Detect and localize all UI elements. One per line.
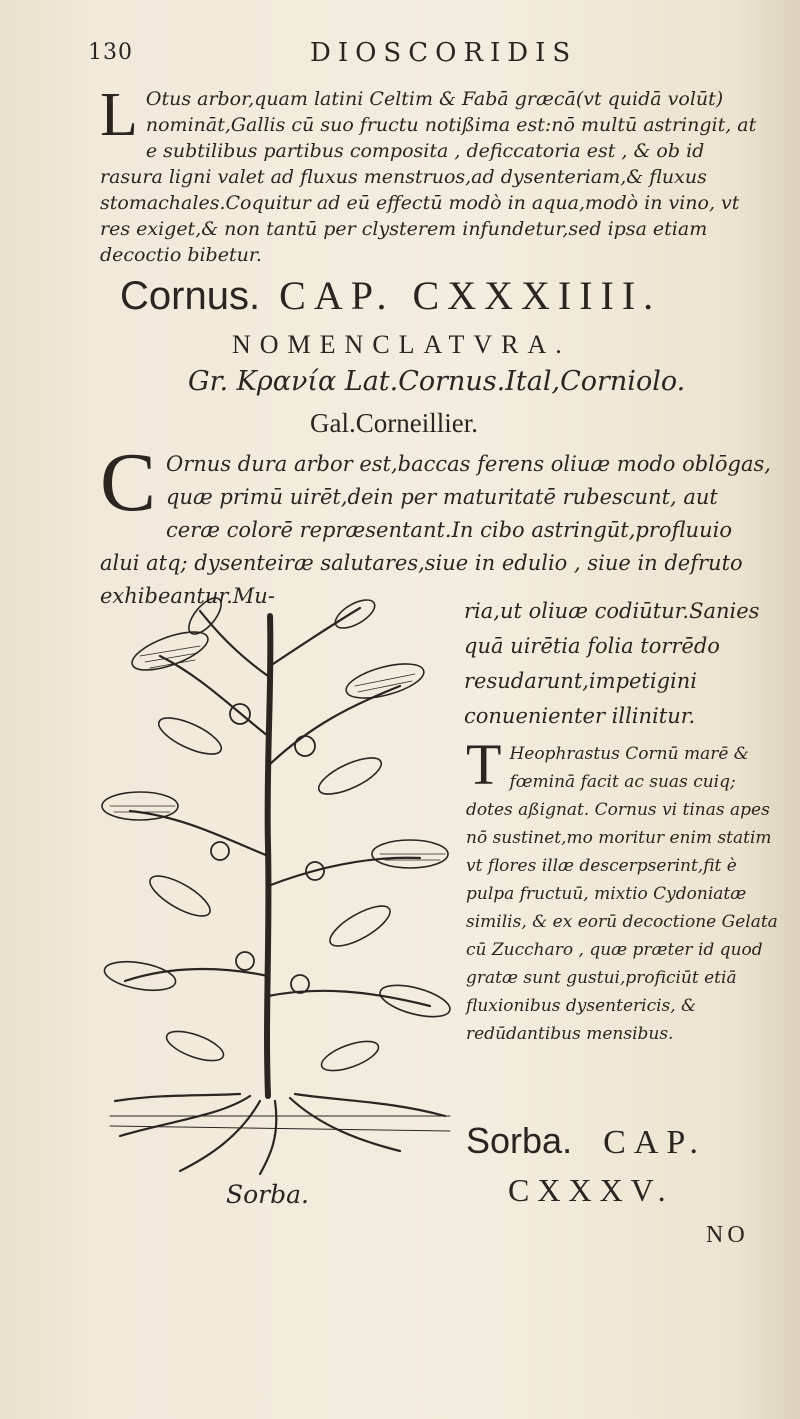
illustration-caption: Sorba. — [226, 1180, 309, 1209]
lotus-paragraph — [100, 81, 772, 268]
page-number: 130 — [88, 40, 133, 65]
nomenclature-gallic: Gal.Corneillier. — [310, 408, 478, 438]
paragraph-text: Heophrastus Cornū marē & fœminā facit ac suas cuiq; dotes aßignat. Cornus vi tinas apes nō sustinet,mo moritur enim statim vt flores illæ descerpserint,fit è pulpa fructuū, mixtio Cydoniatæ similis, & ex eorū decoctione Gelata cū Zuccharo , quæ præter id quod gratæ sunt gustui,proficiūt etiā fluxionibus dysentericis, & redūdantibus mensibus. — [466, 744, 778, 1044]
chapter-number: CXXXV. — [508, 1172, 674, 1208]
chapter-title: Sorba. — [466, 1120, 573, 1161]
chapter-heading — [466, 1120, 706, 1162]
drop-cap: T — [466, 732, 502, 797]
nomenclature-label: NOMENCLATVRA. — [232, 330, 571, 359]
chapter-number: CAP. CXXXIIII. — [279, 273, 662, 318]
theophrastus-paragraph — [466, 732, 778, 1048]
drop-cap: C — [100, 436, 157, 529]
running-title: DIOSCORIDIS — [310, 38, 578, 68]
chapter-label: CAP. — [603, 1124, 707, 1161]
drop-cap: L — [100, 81, 138, 149]
chapter-title: Cornus. — [120, 274, 261, 318]
cornus-paragraph-continued — [464, 594, 776, 734]
paragraph-text: ria,ut oliuæ codiūtur.Sanies quā uirētia folia torrēdo resudarunt,impetigini conuenienter illinitur. — [464, 599, 760, 728]
nomenclature-names: Gr. Κρανία Lat.Cornus.Ital,Corniolo. — [188, 366, 686, 397]
paragraph-text: Otus arbor,quam latini Celtim & Fabā græcā(vt quidā volūt) nomināt,Gallis cū suo fructu notißima est:nō multū astringit, at e subtilibus partibus composita , deficcatoria est , & ob id rasura ligni valet ad fluxus menstruos,ad dysenteriam,& fluxus stomachales.Coquitur ad eū effectū modò in aqua,modò in vino, vt res exiget,& non tantū per clysterem infundetur,sed ipsa etiam decoctio bibetur. — [100, 88, 757, 266]
chapter-heading — [120, 272, 800, 319]
paragraph-text: Ornus dura arbor est,baccas ferens oliuæ modo oblōgas, quæ primū uirēt,dein per maturitatē rubescunt, aut ceræ colorē repræsentant.In cibo astringūt,profluuio alui atq; dysenteiræ salutares,siue in edulio , siue in defruto exhibeantur.Mu- — [100, 452, 771, 608]
sorb-tree-woodcut-icon — [100, 596, 456, 1176]
cornus-paragraph — [100, 436, 772, 613]
catchword: NO — [706, 1222, 749, 1248]
